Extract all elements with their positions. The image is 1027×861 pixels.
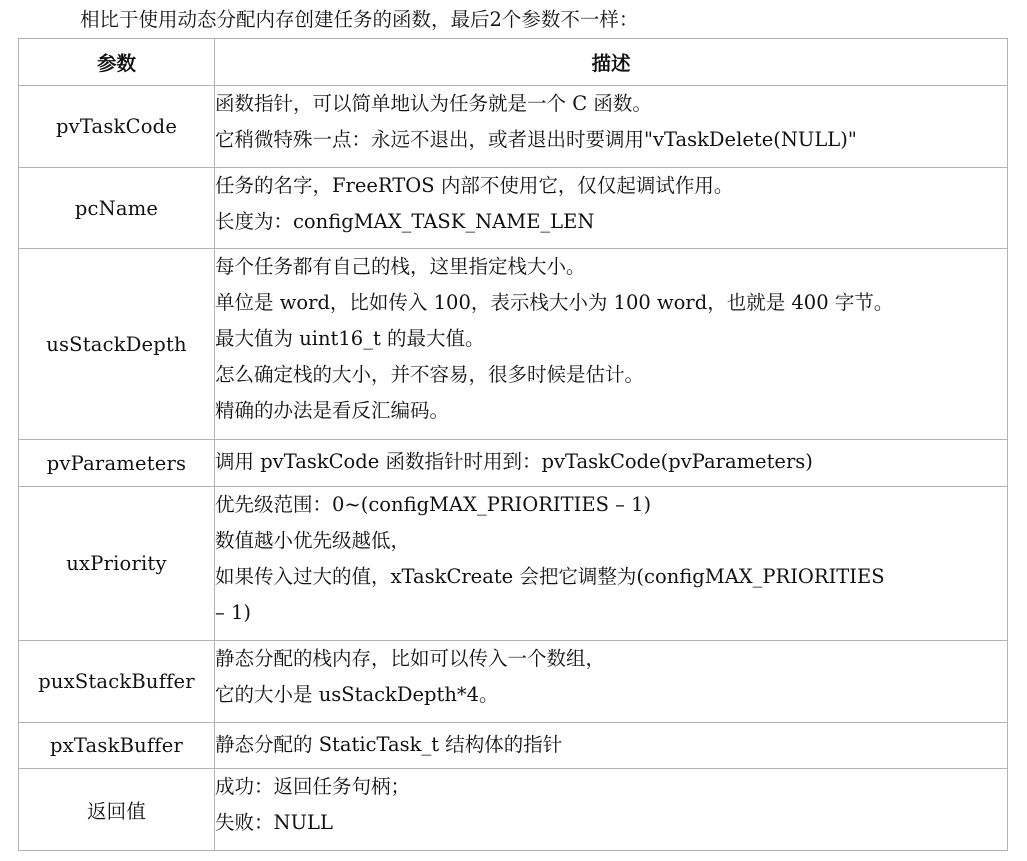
table-row-puxstackbuffer: [19, 641, 1008, 723]
table-row-pvparameters: [19, 440, 1008, 487]
param-name: 返回值: [19, 769, 215, 851]
description-line: 单位是 word，比如传入 100，表示栈大小为 100 word，也就是 400 字节。: [215, 291, 894, 314]
param-description: [215, 168, 1008, 249]
table-row-pcname: [19, 168, 1008, 249]
param-name: puxStackBuffer: [19, 641, 215, 723]
param-description: [215, 440, 1008, 487]
description-line: 数值越小优先级越低，: [215, 529, 411, 552]
param-name: pcName: [19, 168, 215, 249]
description-line: 静态分配的 StaticTask_t 结构体的指针: [215, 733, 563, 756]
description-line: 静态分配的栈内存，比如可以传入一个数组，: [215, 647, 606, 670]
table-row-pvtaskcode: [19, 86, 1008, 168]
description-line: 优先级范围：0~(configMAX_PRIORITIES – 1): [215, 493, 652, 516]
description-line: 函数指针，可以简单地认为任务就是一个 C 函数。: [215, 92, 652, 115]
param-name: pvParameters: [19, 440, 215, 487]
description-line: 调用 pvTaskCode 函数指针时用到：pvTaskCode(pvParameters): [215, 450, 813, 473]
description-line: 每个任务都有自己的栈，这里指定栈大小。: [215, 255, 586, 278]
param-description: [215, 249, 1008, 440]
param-description: [215, 86, 1008, 168]
table-header-row: [19, 39, 1008, 86]
param-name: pvTaskCode: [19, 86, 215, 168]
param-description: [215, 487, 1008, 641]
table-row-pxtaskbuffer: [19, 723, 1008, 769]
intro-text: 相比于使用动态分配内存创建任务的函数，最后2个参数不一样：: [80, 8, 639, 31]
description-line: 任务的名字，FreeRTOS 内部不使用它，仅仅起调试作用。: [215, 174, 734, 197]
description-line: 它的大小是 usStackDepth*4。: [215, 683, 499, 706]
param-description: [215, 769, 1008, 851]
description-line: – 1): [215, 601, 251, 624]
param-name: uxPriority: [19, 487, 215, 641]
description-line: 精确的办法是看反汇编码。: [215, 399, 450, 422]
description-line: 失败：NULL: [215, 811, 333, 834]
header-param: 参数: [19, 39, 215, 86]
description-line: 最大值为 uint16_t 的最大值。: [215, 327, 485, 350]
table-row-uxpriority: [19, 487, 1008, 641]
table-row-return-value: [19, 769, 1008, 851]
description-line: 成功：返回任务句柄；: [215, 775, 411, 798]
description-line: 长度为：configMAX_TASK_NAME_LEN: [215, 210, 595, 233]
table-row-usstackdepth: [19, 249, 1008, 440]
parameters-table: [18, 38, 1008, 851]
description-line: 它稍微特殊一点：永远不退出，或者退出时要调用"vTaskDelete(NULL)": [215, 128, 857, 151]
description-line: 如果传入过大的值，xTaskCreate 会把它调整为(configMAX_PRIORITIES: [215, 565, 885, 588]
param-description: [215, 723, 1008, 769]
param-description: [215, 641, 1008, 723]
param-name: usStackDepth: [19, 249, 215, 440]
description-line: 怎么确定栈的大小，并不容易，很多时候是估计。: [215, 363, 645, 386]
param-name: pxTaskBuffer: [19, 723, 215, 769]
header-description: 描述: [215, 39, 1008, 86]
